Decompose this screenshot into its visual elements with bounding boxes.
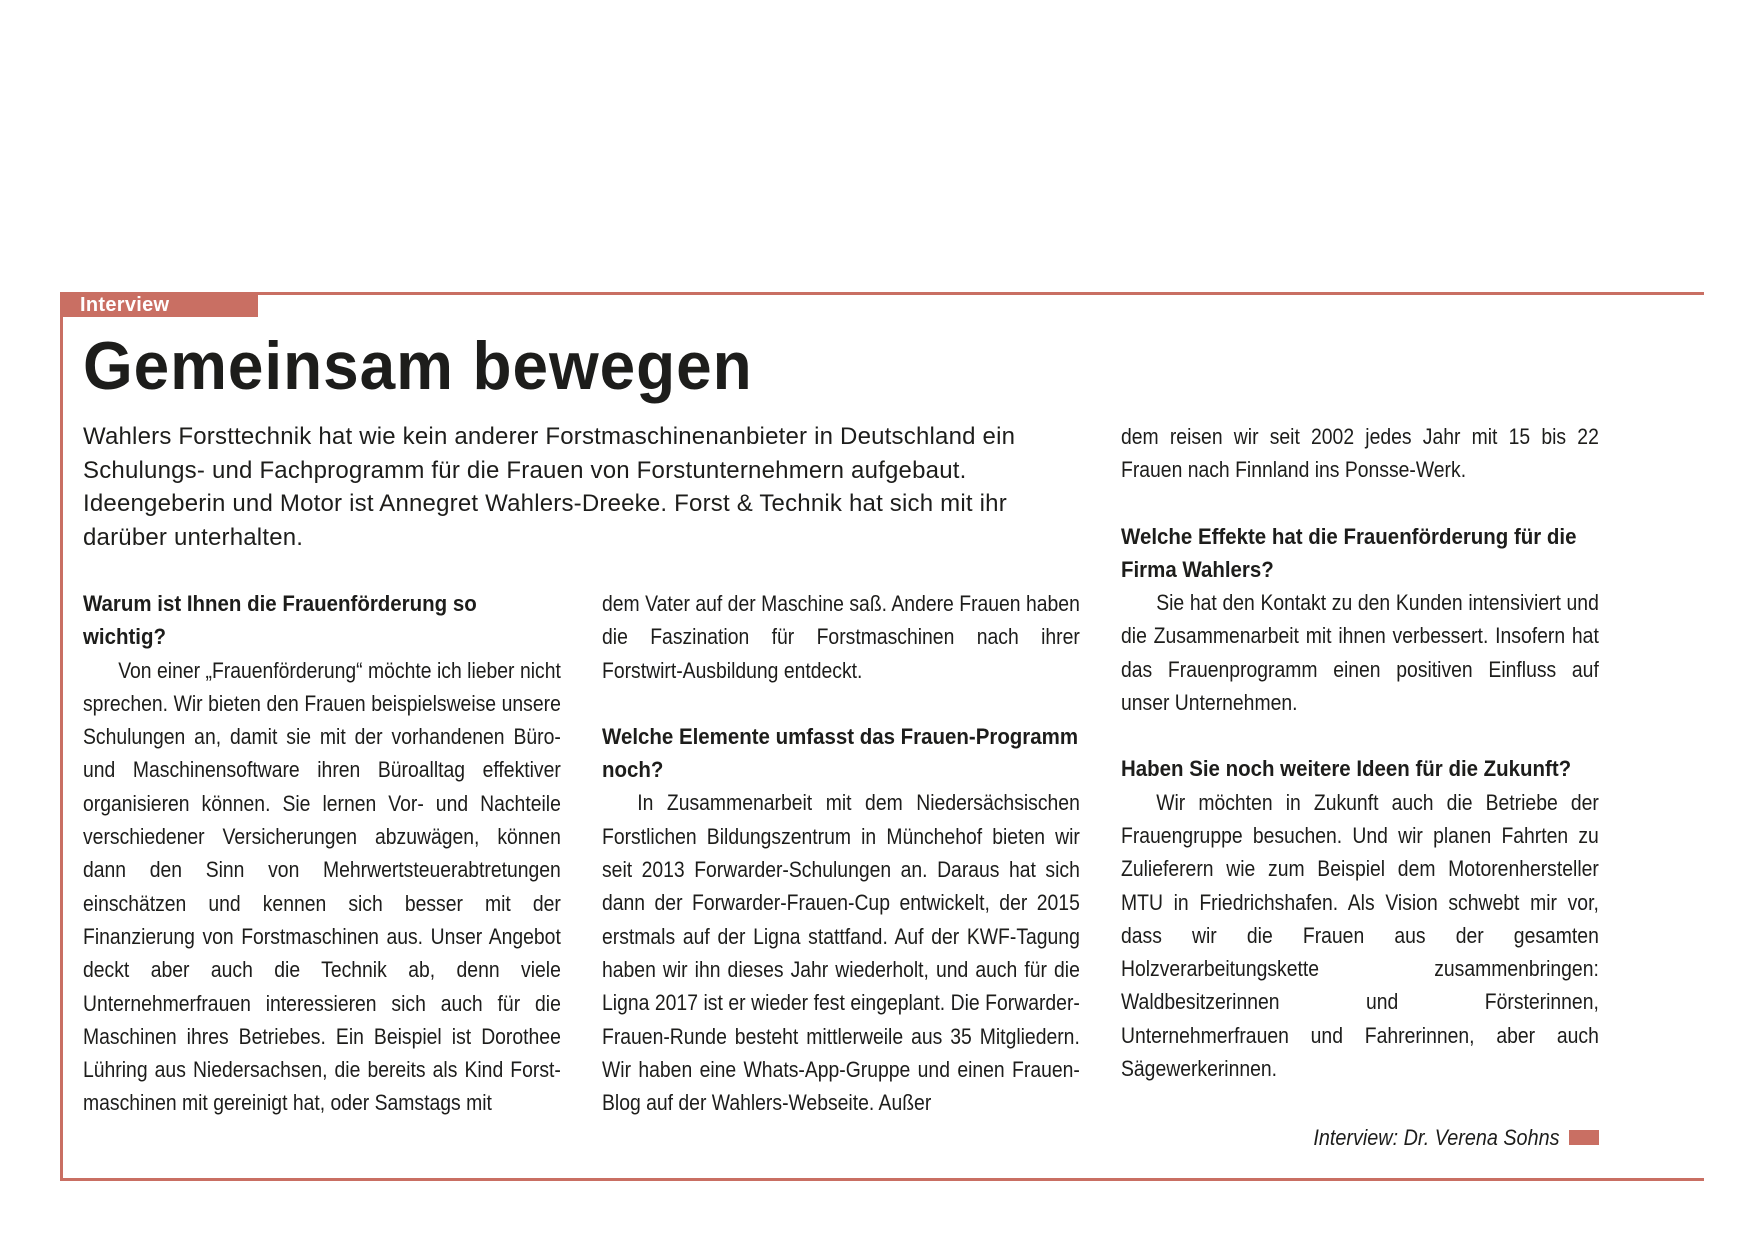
answer-2: In Zusammenarbeit mit dem Niedersächsischen Forstlichen Bildungszentrum in Münchehof bieten wir seit 2013 Forwarder-Schulungen an. Daraus hat sich dann der Forwarder-Frauen-Cup entwickelt, der 2015 erstmals auf der Ligna stattfand. Auf der KWF-Tagung haben wir ihn dieses Jahr wiederholt, und auch für die Ligna 2017 ist er wieder fest eingeplant. Die Forwarder-Frauen-Runde besteht mittlerweile aus 35 Mitgliedern. Wir haben eine Whats-App-Gruppe und einen Frauen-Blog auf der Wahlers-Webseite. Außer [602,790,1080,1116]
answer-2-continued: dem reisen wir seit 2002 jedes Jahr mit 15 bis 22 Frauen nach Finnland ins Ponsse-Werk. [1121,424,1599,483]
column-2 [602,587,1080,1119]
lead-paragraph: Wahlers Forsttechnik hat wie kein anderer Forstmaschinenanbieter in Deutschland ein Schulungs- und Fachprogramm für die Frauen von Forstunternehmern aufgebaut. Ideengeberin und Motor ist Annegret Wahlers-Dreeke. Forst & Technik hat sich mit ihr darüber unterhalten. [83,423,1016,551]
credit-text: Interview: Dr. Verena Sohns [1312,1125,1559,1150]
author-credit [1121,1121,1599,1154]
answer-4: Wir möchten in Zukunft auch die Betriebe der Frauengruppe besuchen. Und wir planen Fahrten zu Zulieferern wie zum Beispiel dem Motorenhersteller MTU in Friedrichshafen. Als Vision schwebt mir vor, dass wir die Frauen aus der gesamten Holzverarbeitungskette zusammenbringen: Waldbesitzerinnen und Försterinnen, Unternehmerfrauen und Fahrerinnen, aber auch Sägewerkerinnen. [1121,789,1599,1082]
headline: Gemeinsam bewegen [83,328,753,404]
column-1 [83,587,561,1120]
answer-1: Von einer „Frauenförderung“ möchte ich lieber nicht sprechen. Wir bieten den Frauen beispielsweise unsere Schulungen an, damit sie mit der vorhandenen Büro- und Maschinensoftware ihren Büroalltag effektiver organisieren können. Sie lernen Vor- und Nachteile verschiedener Versicherungen abzuwägen, können dann den Sinn von Mehrwertsteuerabtretungen einschätzen und kennen sich besser mit der Finanzierung von Forstmaschinen aus. Unser Angebot deckt aber auch die Technik ab, denn viele Unternehmerfrauen interessieren sich auch für die Maschinen ihres Betriebes. Ein Beispiel ist Dorothee Lühring aus Niedersachsen, die bereits als Kind Forstmaschinen mit gereinigt hat, oder Samstags mit [83,657,561,1116]
question-4: Haben Sie noch weitere Ideen für die Zukunft? [1121,756,1572,782]
column-3 [1121,420,1599,1085]
question-2: Welche Elemente umfasst das Frauen-Programm noch? [602,723,1079,783]
end-mark-icon [1569,1130,1599,1145]
answer-1-continued: dem Vater auf der Maschine saß. Andere Frauen haben die Faszination für Forstmaschinen nach ihrer Forstwirt-Ausbildung entdeckt. [602,591,1080,683]
question-1: Warum ist Ihnen die Frauenförderung so wichtig? [83,591,477,650]
question-3: Welche Effekte hat die Frauenförderung für die Firma Wahlers? [1121,523,1577,582]
section-tag: Interview [60,294,258,317]
answer-3: Sie hat den Kontakt zu den Kunden intensiviert und die Zusammenarbeit mit ihnen verbessert. Insofern hat das Frauenprogramm einen positiven Einfluss auf unser Unternehmen. [1121,590,1599,716]
